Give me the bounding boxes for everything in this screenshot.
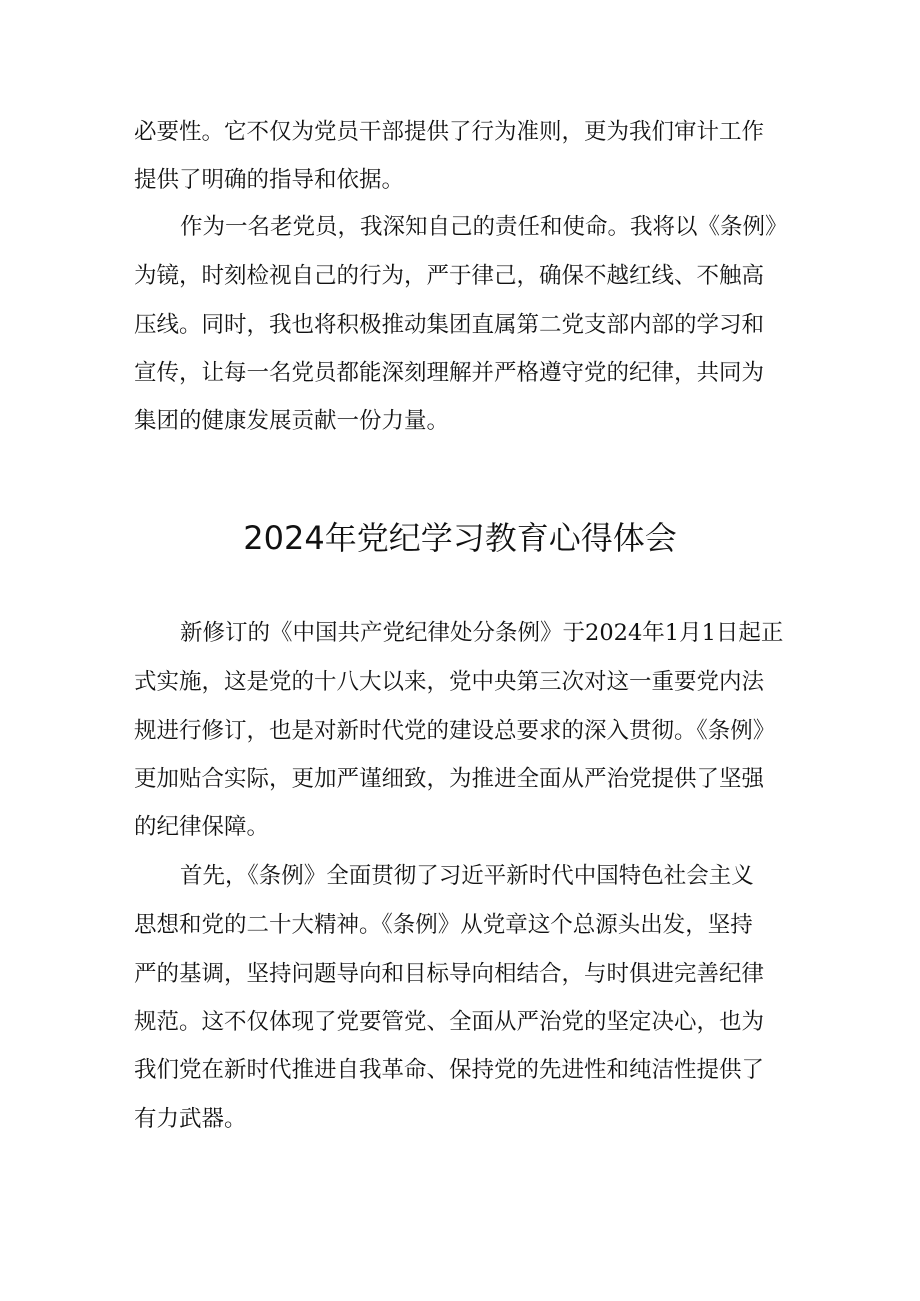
paragraph-line: 宣传，让每一名党员都能深刻理解并严格遵守党的纪律，共同为 bbox=[134, 360, 765, 386]
paragraph-line: 首先，《条例》全面贯彻了习近平新时代中国特色社会主义 bbox=[180, 863, 754, 889]
paragraph-line: 压线。同时，我也将积极推动集团直属第二党支部内部的学习和 bbox=[134, 312, 765, 338]
paragraph-line: 为镜，时刻检视自己的行为，严于律己，确保不越红线、不触高 bbox=[134, 263, 765, 289]
paragraph-line: 更加贴合实际，更加严谨细致，为推进全面从严治党提供了坚强 bbox=[134, 766, 765, 792]
paragraph-line: 式实施，这是党的十八大以来，党中央第三次对这一重要党内法 bbox=[134, 669, 765, 695]
paragraph-line: 我们党在新时代推进自我革命、保持党的先进性和纯洁性提供了 bbox=[134, 1057, 765, 1083]
paragraph-line: 集团的健康发展贡献一份力量。 bbox=[134, 408, 450, 434]
paragraph-line: 严的基调，坚持问题导向和目标导向相结合，与时俱进完善纪律 bbox=[134, 961, 765, 987]
paragraph-line: 作为一名老党员，我深知自己的责任和使命。我将以《条例》 bbox=[180, 214, 788, 240]
paragraph-line: 规范。这不仅体现了党要管党、全面从严治党的坚定决心，也为 bbox=[134, 1009, 765, 1035]
paragraph-line: 有力武器。 bbox=[134, 1106, 247, 1132]
paragraph-line: 新修订的《中国共产党纪律处分条例》于2024年1月1日起正 bbox=[180, 620, 784, 646]
paragraph-line: 提供了明确的指导和依据。 bbox=[134, 167, 405, 193]
paragraph-line: 规进行修订，也是对新时代党的建设总要求的深入贯彻。《条例》 bbox=[134, 718, 776, 744]
paragraph-line: 思想和党的二十大精神。《条例》从党章这个总源头出发，坚持 bbox=[134, 912, 753, 938]
paragraph-line: 的纪律保障。 bbox=[134, 814, 270, 840]
paragraph-line: 必要性。它不仅为党员干部提供了行为准则，更为我们审计工作 bbox=[134, 119, 765, 145]
page-title: 2024年党纪学习教育心得体会 bbox=[243, 519, 677, 557]
